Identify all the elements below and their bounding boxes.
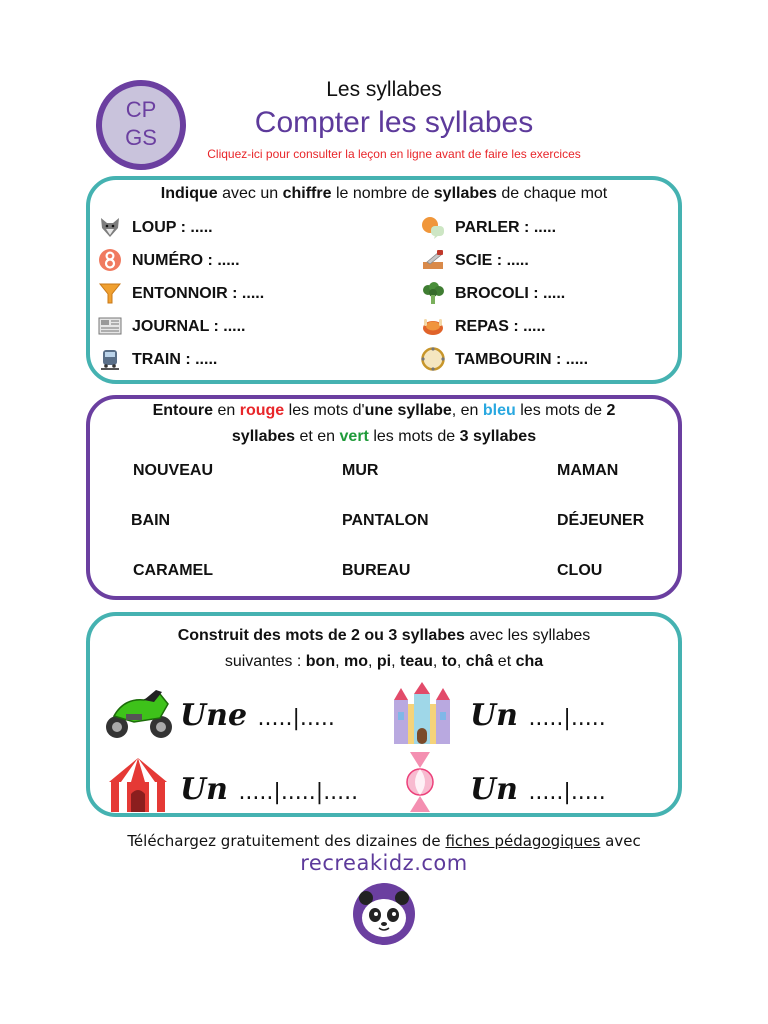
instr-text: , bbox=[456, 653, 466, 670]
instr-text: , bbox=[335, 653, 344, 670]
roast-chicken-icon bbox=[421, 314, 445, 338]
instr-color-blue: bleu bbox=[482, 402, 516, 419]
list-item bbox=[98, 215, 358, 241]
instr-text: et en bbox=[295, 428, 340, 445]
instr-word: chiffre bbox=[282, 185, 332, 202]
train-icon bbox=[98, 347, 122, 371]
castle-icon bbox=[394, 682, 450, 746]
instr-word: 3 syllabes bbox=[459, 428, 537, 445]
candy-icon bbox=[405, 752, 435, 812]
syllable: mo bbox=[343, 653, 368, 670]
instr-text: en bbox=[213, 402, 240, 419]
word-line bbox=[470, 698, 606, 733]
level-cp: CP bbox=[125, 97, 157, 122]
speech-bubble-icon bbox=[421, 215, 445, 239]
syllable-blanks[interactable]: .....|..... bbox=[528, 706, 606, 731]
syllable-blanks[interactable]: .....|.....|..... bbox=[238, 780, 359, 805]
instr-color-red: rouge bbox=[239, 402, 285, 419]
instr-text: , bbox=[432, 653, 442, 670]
list-item bbox=[421, 248, 661, 274]
footer-text bbox=[0, 832, 768, 850]
word-to-circle: DÉJEUNER bbox=[557, 512, 645, 529]
syllable: teau bbox=[399, 653, 433, 670]
instr-word: Construit des mots de 2 ou 3 syllabes bbox=[177, 627, 465, 644]
footer-text-before: Téléchargez gratuitement des dizaines de bbox=[127, 832, 446, 850]
instr-text: le nombre de bbox=[331, 185, 434, 202]
instr-word: Entoure bbox=[152, 402, 214, 419]
instr-word: 2 bbox=[606, 402, 616, 419]
word-label: NUMÉRO : ..... bbox=[132, 252, 240, 269]
word-label: JOURNAL : ..... bbox=[132, 318, 246, 335]
list-item bbox=[421, 215, 661, 241]
instr-word: syllabes bbox=[433, 185, 497, 202]
word-to-circle: CLOU bbox=[557, 562, 603, 579]
word-label: TAMBOURIN : ..... bbox=[455, 351, 589, 368]
article-label: Une bbox=[180, 698, 248, 733]
saw-icon bbox=[421, 248, 445, 272]
list-item bbox=[98, 248, 358, 274]
word-line bbox=[470, 772, 606, 807]
instr-text: , en bbox=[451, 402, 483, 419]
subject-heading: Les syllabes bbox=[326, 78, 442, 101]
instr-color-green: vert bbox=[339, 428, 369, 445]
word-line bbox=[180, 772, 358, 807]
footer-text-after: avec bbox=[600, 832, 641, 850]
word-label: LOUP : ..... bbox=[132, 219, 213, 236]
word-label: TRAIN : ..... bbox=[132, 351, 218, 368]
word-label: REPAS : ..... bbox=[455, 318, 546, 335]
syllable: to bbox=[441, 653, 457, 670]
instr-word: une syllabe bbox=[364, 402, 452, 419]
instr-text: et bbox=[493, 653, 516, 670]
tambourine-icon bbox=[421, 347, 445, 371]
newspaper-icon bbox=[98, 314, 122, 338]
syllable: cha bbox=[515, 653, 544, 670]
instr-word: syllabes bbox=[231, 428, 296, 445]
word-label: SCIE : ..... bbox=[455, 252, 529, 269]
instr-text: avec un bbox=[217, 185, 283, 202]
lesson-link[interactable]: Cliquez-ici pour consulter la leçon en ligne avant de faire les exercices bbox=[207, 147, 581, 161]
exercise-1-instruction bbox=[86, 181, 682, 207]
word-to-circle: NOUVEAU bbox=[133, 462, 214, 479]
footer-link[interactable]: fiches pédagogiques bbox=[445, 832, 601, 850]
instr-text: , bbox=[367, 653, 377, 670]
list-item bbox=[98, 314, 358, 340]
instr-text: , bbox=[391, 653, 400, 670]
funnel-icon bbox=[98, 281, 122, 305]
wolf-icon bbox=[98, 215, 122, 239]
panda-logo-icon bbox=[346, 882, 422, 946]
circus-tent-icon bbox=[107, 756, 169, 814]
level-gs: GS bbox=[125, 125, 157, 150]
site-link[interactable]: recreakidz.com bbox=[300, 851, 468, 875]
syllable: pi bbox=[376, 653, 392, 670]
exercise-2-instruction bbox=[86, 398, 682, 450]
page-title: Compter les syllabes bbox=[254, 106, 534, 139]
instr-text: avec les syllabes bbox=[464, 627, 591, 644]
syllable-blanks[interactable]: .....|..... bbox=[257, 706, 335, 731]
word-to-circle: MUR bbox=[342, 462, 379, 479]
word-to-circle: CARAMEL bbox=[133, 562, 213, 579]
word-label: BROCOLI : ..... bbox=[455, 285, 566, 302]
word-to-circle: PANTALON bbox=[342, 512, 429, 529]
list-item bbox=[98, 347, 358, 373]
instr-text: les mots de bbox=[368, 428, 460, 445]
instr-text: les mots de bbox=[515, 402, 607, 419]
word-to-circle: BUREAU bbox=[342, 562, 411, 579]
article-label: Un bbox=[470, 772, 518, 807]
instr-text: les mots d' bbox=[284, 402, 365, 419]
motorcycle-icon bbox=[104, 684, 174, 742]
instr-text: de chaque mot bbox=[496, 185, 608, 202]
word-line bbox=[180, 698, 335, 733]
instr-text: suivantes : bbox=[224, 653, 306, 670]
list-item bbox=[421, 347, 661, 373]
syllable: bon bbox=[305, 653, 336, 670]
list-item bbox=[98, 281, 358, 307]
word-label: PARLER : ..... bbox=[455, 219, 557, 236]
list-item bbox=[421, 281, 661, 307]
instr-word: Indique bbox=[160, 185, 218, 202]
word-label: ENTONNOIR : ..... bbox=[132, 285, 265, 302]
word-to-circle: MAMAN bbox=[557, 462, 619, 479]
syllable: châ bbox=[465, 653, 494, 670]
article-label: Un bbox=[180, 772, 228, 807]
exercise-3-instruction bbox=[86, 623, 682, 675]
broccoli-icon bbox=[421, 281, 445, 305]
list-item bbox=[421, 314, 661, 340]
article-label: Un bbox=[470, 698, 518, 733]
syllable-blanks[interactable]: .....|..... bbox=[528, 780, 606, 805]
word-to-circle: BAIN bbox=[131, 512, 171, 529]
number-eight-icon bbox=[98, 248, 122, 272]
